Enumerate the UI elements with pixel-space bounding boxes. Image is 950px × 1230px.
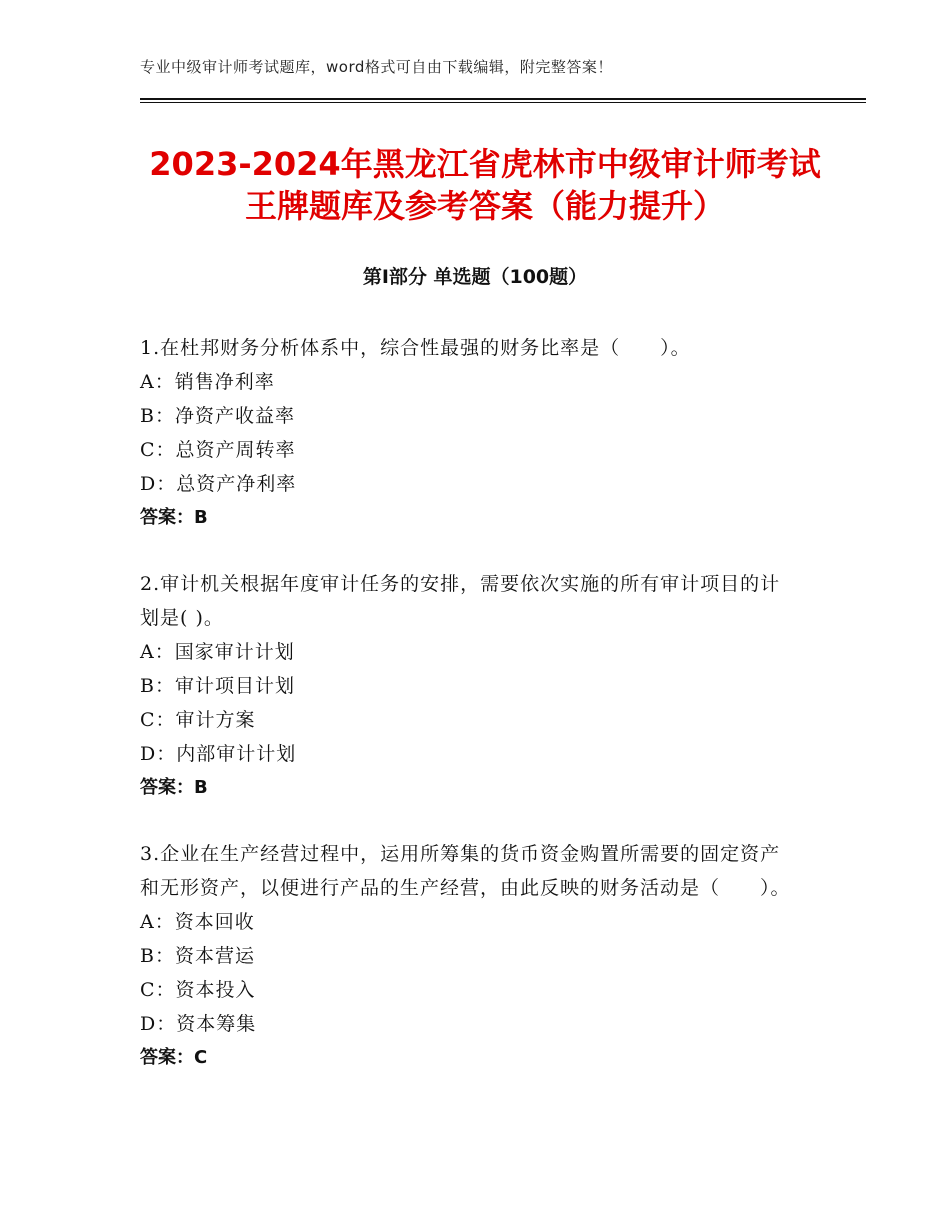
answer: 答案：C [140,1047,208,1068]
question-1 [140,331,800,535]
question-stem: 3.企业在生产经营过程中，运用所筹集的货币资金购置所需要的固定资产和无形资产，以便进行产品的生产经营，由此反映的财务活动是（ ）。 [140,843,791,899]
document-title: 2023-2024年黑龙江省虎林市中级审计师考试王牌题库及参考答案（能力提升） [149,145,821,225]
option-a: A：国家审计计划 [140,641,295,663]
question-stem: 1.在杜邦财务分析体系中，综合性最强的财务比率是（ ）。 [140,337,691,359]
section-heading: 第Ⅰ部分 单选题（100题） [362,266,588,288]
question-list [140,331,800,1107]
option-a: A：销售净利率 [140,371,275,393]
option-a: A：资本回收 [140,911,255,933]
option-b: B：净资产收益率 [140,405,295,427]
page-header: 专业中级审计师考试题库，word格式可自由下载编辑，附完整答案！ [140,58,613,76]
option-d: D：资本筹集 [140,1013,257,1035]
option-c: C：资本投入 [140,979,256,1001]
answer: 答案：B [140,777,208,798]
header-divider-thin [140,102,866,103]
option-d: D：总资产净利率 [140,473,297,495]
header-divider-thick [140,98,866,100]
option-c: C：审计方案 [140,709,256,731]
question-stem: 2.审计机关根据年度审计任务的安排，需要依次实施的所有审计项目的计划是( )。 [140,573,781,629]
answer: 答案：B [140,507,208,528]
option-c: C：总资产周转率 [140,439,296,461]
question-3 [140,837,800,1075]
option-d: D：内部审计计划 [140,743,297,765]
question-2 [140,567,800,805]
option-b: B：审计项目计划 [140,675,295,697]
option-b: B：资本营运 [140,945,255,967]
